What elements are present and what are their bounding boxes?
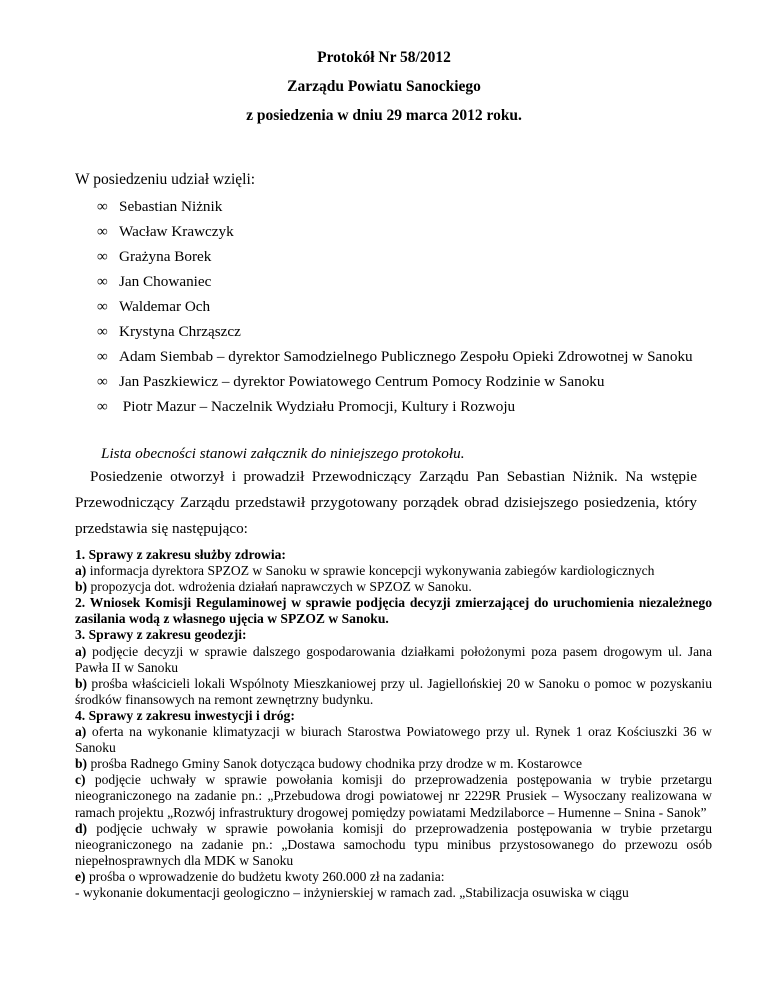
infinity-bullet-icon: ∞ — [97, 198, 108, 215]
agenda-item: b) prośba właścicieli lokali Wspólnoty Mieszkaniowej przy ul. Jagiellońskiej 20 w Sanoku o pomoc w pozyskaniu środków finansowych na remont zewnętrzny budynku. — [75, 675, 712, 707]
agenda-item: a) podjęcie decyzji w sprawie dalszego gospodarowania działkami położonymi poza pasem drogowym ul. Jana Pawła II w Sanoku — [75, 643, 712, 675]
attendee-item — [97, 373, 605, 391]
attendee-name: Piotr Mazur – Naczelnik Wydziału Promocji, Kultury i Rozwoju — [119, 398, 516, 415]
attendee-item — [97, 198, 222, 216]
attendee-item — [97, 248, 211, 266]
attendee-item — [97, 273, 211, 291]
infinity-bullet-icon: ∞ — [97, 223, 108, 240]
attendee-name: Grażyna Borek — [119, 248, 212, 265]
agenda — [75, 547, 712, 901]
protocol-number-title: Protokół Nr 58/2012 — [317, 49, 451, 66]
attendee-name: Adam Siembab – dyrektor Samodzielnego Publicznego Zespołu Opieki Zdrowotnej w Sanoku — [119, 348, 693, 365]
attendee-name: Jan Chowaniec — [119, 273, 212, 290]
attendee-item — [97, 323, 241, 341]
agenda-item: d) podjęcie uchwały w sprawie powołania komisji do przeprowadzenia postępowania w trybie przetargu nieograniczonego na zadanie pn.: „Dostawa samochodu typu minibus przystosowanego do przewozu osób niepełnosprawnych dla MDK w Sanoku — [75, 820, 712, 868]
attendee-name: Wacław Krawczyk — [119, 223, 234, 240]
attendee-name: Waldemar Och — [119, 298, 211, 315]
meeting-date-title: z posiedzenia w dniu 29 marca 2012 roku. — [246, 107, 522, 124]
agenda-item: a) oferta na wykonanie klimatyzacji w biurach Starostwa Powiatowego przy ul. Rynek 1 oraz Kościuszki 36 w Sanoku — [75, 724, 712, 756]
agenda-item: b) prośba Radnego Gminy Sanok dotycząca budowy chodnika przy drodze w m. Kostarowce — [75, 756, 582, 772]
attendee-item — [97, 398, 515, 416]
infinity-bullet-icon: ∞ — [97, 348, 108, 365]
agenda-section-heading: 3. Sprawy z zakresu geodezji: — [75, 627, 247, 643]
agenda-section-heading: 1. Sprawy z zakresu służby zdrowia: — [75, 547, 286, 562]
infinity-bullet-icon: ∞ — [97, 323, 108, 340]
infinity-bullet-icon: ∞ — [97, 273, 108, 290]
agenda-subitem: - wykonanie dokumentacji geologiczno – inżynierskiej w ramach zad. „Stabilizacja osuwiska w ciągu — [75, 884, 629, 900]
infinity-bullet-icon: ∞ — [97, 373, 108, 390]
attendee-item — [97, 348, 693, 366]
attendee-item — [97, 223, 234, 241]
attendance-note: Lista obecności stanowi załącznik do niniejszego protokołu. — [101, 445, 465, 462]
infinity-bullet-icon: ∞ — [97, 298, 108, 315]
attendee-name: Krystyna Chrząszcz — [119, 323, 241, 340]
agenda-item: a) informacja dyrektora SPZOZ w Sanoku w sprawie koncepcji wykonywania zabiegów kardiologicznych — [75, 563, 655, 579]
agenda-section-heading: 4. Sprawy z zakresu inwestycji i dróg: — [75, 707, 295, 723]
agenda-item: c) podjęcie uchwały w sprawie powołania komisji do przeprowadzenia postępowania w trybie przetargu nieograniczonego na zadanie pn.: „Przebudowa drogi powiatowej nr 2229R Prusiek – Wysoczany realizowana w ramach projektu „Rozwój infrastruktury drogowej pomiędzy powiatami Medzilaborce – Humenne – Snina - Sanok” — [75, 772, 712, 820]
board-name-title: Zarządu Powiatu Sanockiego — [287, 78, 481, 95]
agenda-item: e) prośba o wprowadzenie do budżetu kwoty 260.000 zł na zadania: — [75, 868, 445, 884]
infinity-bullet-icon: ∞ — [97, 248, 108, 265]
agenda-item: b) propozycja dot. wdrożenia działań naprawczych w SPZOZ w Sanoku. — [75, 579, 472, 595]
attendee-item — [97, 298, 210, 316]
attendee-name: Sebastian Niżnik — [119, 198, 223, 215]
attendance-intro: W posiedzeniu udział wzięli: — [75, 171, 256, 188]
opening-paragraph: Posiedzenie otworzył i prowadził Przewodniczący Zarządu Pan Sebastian Niżnik. Na wstępie Przewodniczący Zarządu przedstawił przygotowany porządek obrad dzisiejszego posiedzenia, który przedstawia się następująco: — [75, 468, 697, 537]
attendee-name: Jan Paszkiewicz – dyrektor Powiatowego Centrum Pomocy Rodzinie w Sanoku — [119, 373, 605, 390]
agenda-section-heading: 2. Wniosek Komisji Regulaminowej w sprawie podjęcia decyzji zmierzającej do uruchomienia niezależnego zasilania wodą z własnego ujęcia w SPZOZ w Sanoku. — [75, 595, 712, 627]
infinity-bullet-icon: ∞ — [97, 398, 108, 415]
